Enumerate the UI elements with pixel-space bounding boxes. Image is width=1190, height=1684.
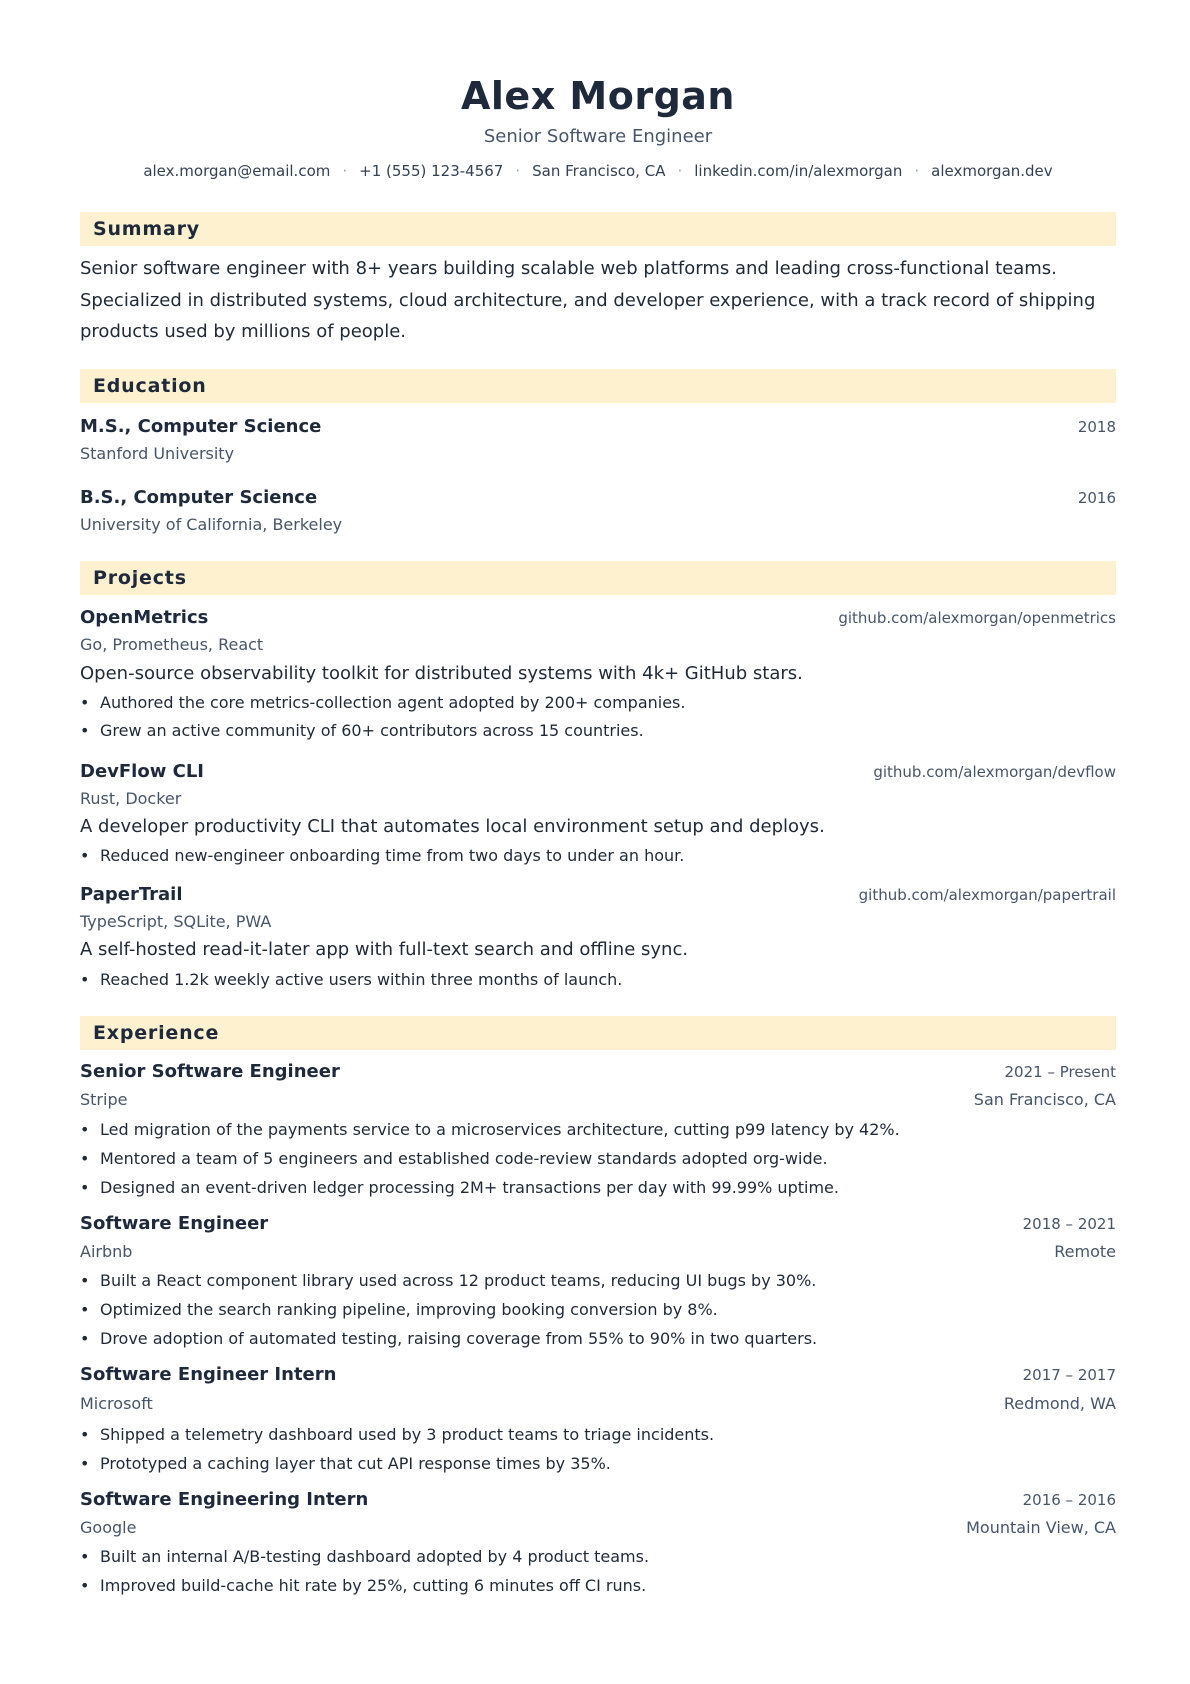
list-item: • Built a React component library used across 12 product teams, reducing UI bugs by 30%. — [80, 1266, 1116, 1295]
list-item: • Prototyped a caching layer that cut API response times by 35%. — [80, 1449, 1116, 1478]
job-location: Redmond, WA — [1003, 1393, 1116, 1413]
project-name: PaperTrail — [80, 883, 183, 905]
job-dates: 2021 – Present — [1004, 1062, 1116, 1081]
summary-text: Senior software engineer with 8+ years building scalable web platforms and leading cross-functional teams. Specialized in distributed systems, cloud architecture, and developer experience, with a track record of shipping products used by millions of people. — [80, 258, 1096, 342]
contact-separator: · — [677, 162, 683, 180]
resume-page — [80, 0, 1116, 1600]
candidate-name: Alex Morgan — [460, 74, 735, 118]
job-dates: 2017 – 2017 — [1022, 1365, 1116, 1384]
job-company: Airbnb — [80, 1241, 133, 1261]
project-bullets — [80, 689, 1116, 745]
section-heading-projects: Projects — [80, 561, 1116, 595]
list-item: • Shipped a telemetry dashboard used by 3 product teams to triage incidents. — [80, 1420, 1116, 1449]
contact-website[interactable]: alexmorgan.dev — [931, 162, 1053, 180]
job-company: Stripe — [80, 1089, 128, 1109]
project-link[interactable]: github.com/alexmorgan/devflow — [873, 762, 1116, 781]
experience-section — [80, 1016, 1116, 1600]
job-role: Software Engineer — [80, 1212, 269, 1234]
list-item: • Reached 1.2k weekly active users within three months of launch. — [80, 964, 1116, 996]
summary-section — [80, 212, 1116, 348]
contact-email[interactable]: alex.morgan@email.com — [143, 162, 331, 180]
project-description: Open-source observability toolkit for distributed systems with 4k+ GitHub stars. — [80, 662, 803, 684]
projects-section — [80, 561, 1116, 996]
project-entry — [80, 882, 1116, 996]
project-name: DevFlow CLI — [80, 760, 204, 782]
project-name: OpenMetrics — [80, 606, 209, 628]
list-item: • Optimized the search ranking pipeline, improving booking conversion by 8%. — [80, 1295, 1116, 1324]
resume-header — [80, 0, 1116, 182]
job-location: San Francisco, CA — [973, 1089, 1116, 1109]
list-item: • Led migration of the payments service to a microservices architecture, cutting p99 latency by 42%. — [80, 1115, 1116, 1144]
project-entry — [80, 759, 1116, 871]
list-item: • Mentored a team of 5 engineers and established code-review standards adopted org-wide. — [80, 1144, 1116, 1173]
job-bullets — [80, 1420, 1116, 1478]
job-bullets — [80, 1542, 1116, 1600]
job-role: Software Engineering Intern — [80, 1488, 369, 1510]
project-entry — [80, 605, 1116, 745]
list-item: • Drove adoption of automated testing, raising coverage from 55% to 90% in two quarters. — [80, 1324, 1116, 1353]
project-link[interactable]: github.com/alexmorgan/papertrail — [858, 885, 1116, 904]
list-item: • Reduced new-engineer onboarding time from two days to under an hour. — [80, 841, 1116, 871]
job-dates: 2016 – 2016 — [1022, 1490, 1116, 1509]
job-bullets — [80, 1115, 1116, 1202]
experience-entry — [80, 1211, 1116, 1353]
education-degree: B.S., Computer Science — [80, 486, 318, 508]
job-role: Software Engineer Intern — [80, 1363, 337, 1385]
contact-separator: · — [914, 162, 920, 180]
project-description: A developer productivity CLI that automates local environment setup and deploys. — [80, 815, 825, 837]
education-section — [80, 369, 1116, 539]
education-degree: M.S., Computer Science — [80, 415, 322, 437]
education-year: 2018 — [1077, 417, 1116, 436]
list-item: • Built an internal A/B-testing dashboard adopted by 4 product teams. — [80, 1542, 1116, 1571]
project-tech: Rust, Docker — [80, 788, 182, 808]
contact-separator: · — [342, 162, 348, 180]
job-location: Mountain View, CA — [966, 1517, 1116, 1537]
project-bullets — [80, 841, 1116, 871]
education-year: 2016 — [1077, 488, 1116, 507]
education-school: University of California, Berkeley — [80, 514, 343, 534]
project-tech: TypeScript, SQLite, PWA — [80, 911, 272, 931]
section-heading-experience: Experience — [80, 1016, 1116, 1050]
education-entry — [80, 485, 1116, 539]
job-company: Microsoft — [80, 1393, 153, 1413]
contact-separator: · — [515, 162, 521, 180]
job-company: Google — [80, 1517, 137, 1537]
candidate-title: Senior Software Engineer — [483, 126, 713, 147]
contact-phone[interactable]: +1 (555) 123-4567 — [359, 162, 504, 180]
education-school: Stanford University — [80, 443, 235, 463]
project-description: A self-hosted read-it-later app with full-text search and offline sync. — [80, 938, 689, 960]
education-entry — [80, 414, 1116, 468]
job-bullets — [80, 1266, 1116, 1353]
list-item: • Improved build-cache hit rate by 25%, cutting 6 minutes off CI runs. — [80, 1571, 1116, 1600]
contact-line — [80, 160, 1116, 182]
contact-location: San Francisco, CA — [532, 162, 666, 180]
contact-linkedin[interactable]: linkedin.com/in/alexmorgan — [694, 162, 903, 180]
experience-entry — [80, 1059, 1116, 1202]
list-item: • Grew an active community of 60+ contributors across 15 countries. — [80, 717, 1116, 745]
job-location: Remote — [1054, 1241, 1116, 1261]
list-item: • Designed an event-driven ledger processing 2M+ transactions per day with 99.99% uptime. — [80, 1173, 1116, 1202]
section-heading-summary: Summary — [80, 212, 1116, 246]
job-dates: 2018 – 2021 — [1022, 1214, 1116, 1233]
experience-entry — [80, 1487, 1116, 1600]
project-bullets — [80, 964, 1116, 996]
section-heading-education: Education — [80, 369, 1116, 403]
project-link[interactable]: github.com/alexmorgan/openmetrics — [838, 608, 1116, 627]
list-item: • Authored the core metrics-collection agent adopted by 200+ companies. — [80, 689, 1116, 717]
project-tech: Go, Prometheus, React — [80, 634, 264, 654]
experience-entry — [80, 1362, 1116, 1478]
job-role: Senior Software Engineer — [80, 1060, 340, 1082]
